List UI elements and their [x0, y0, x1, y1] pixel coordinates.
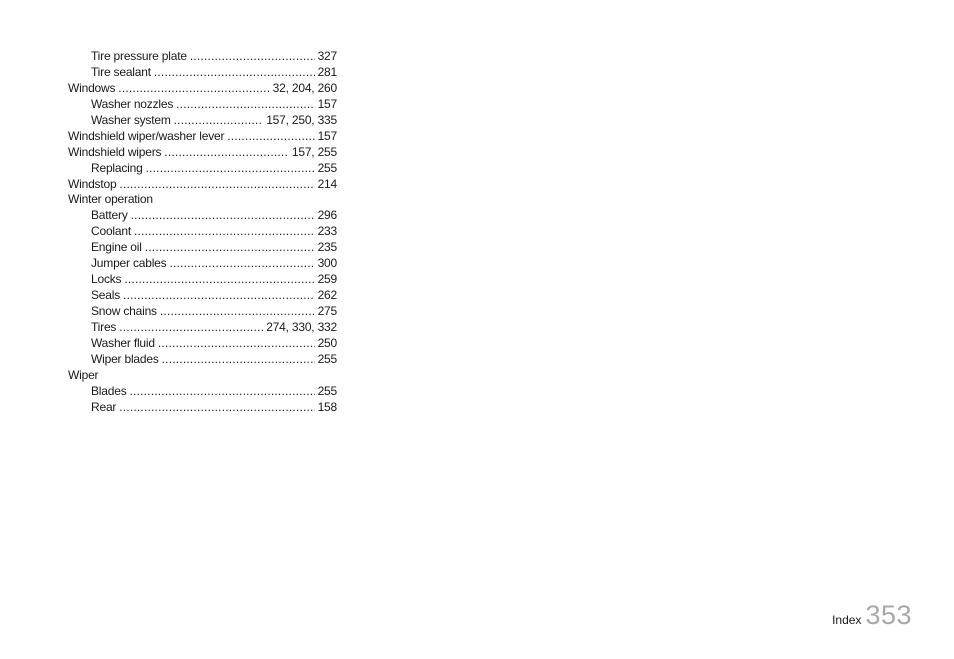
index-term: Rear	[91, 399, 117, 414]
index-term: Windshield wipers	[68, 144, 162, 159]
index-term: Winter operation	[68, 192, 153, 207]
index-term: Wiper blades	[91, 351, 159, 366]
page-references: 255	[317, 351, 337, 366]
index-term: Washer nozzles	[91, 96, 174, 111]
index-term: Windows	[68, 80, 116, 95]
page-references: 281	[317, 64, 337, 79]
page-references: 255	[317, 383, 337, 398]
page-references: 32, 204, 260	[272, 80, 337, 95]
dot-leader	[158, 336, 315, 352]
dot-leader	[227, 129, 314, 145]
page-references: 275	[317, 304, 337, 318]
index-term: Washer system	[91, 112, 171, 127]
page-references: 296	[317, 208, 337, 223]
section-label: Index	[832, 613, 862, 627]
page-references: 158	[317, 399, 337, 414]
index-entry	[68, 81, 337, 97]
page-references: 157	[317, 96, 337, 111]
index-subentry	[68, 384, 337, 400]
page-references: 300	[317, 256, 337, 271]
index-subentry	[68, 272, 337, 288]
page-references: 233	[317, 224, 337, 239]
page-footer	[832, 602, 912, 629]
index-subentry	[68, 304, 337, 320]
index-subentry	[68, 256, 337, 272]
index-term: Washer fluid	[91, 335, 155, 350]
page-references: 274, 330, 332	[266, 319, 337, 334]
dot-leader	[162, 352, 315, 368]
index-subentry	[68, 113, 337, 129]
index-term: Coolant	[91, 224, 131, 239]
dot-leader	[190, 49, 315, 65]
index-subentry	[68, 65, 337, 81]
index-term: Windshield wiper/washer lever	[68, 128, 225, 143]
page-references: 250	[317, 335, 337, 350]
dot-leader	[174, 113, 264, 129]
index-subentry	[68, 352, 337, 368]
index-term: Windstop	[68, 176, 117, 191]
index-subentry	[68, 208, 337, 224]
index-entry	[68, 368, 337, 384]
dot-leader	[130, 384, 315, 400]
index-subentry	[68, 336, 337, 352]
index-entry	[68, 177, 337, 193]
page-references: 262	[317, 288, 337, 303]
dot-leader	[124, 272, 314, 288]
index-subentry	[68, 224, 337, 240]
dot-leader	[119, 320, 263, 336]
dot-leader	[169, 256, 314, 272]
index-column	[68, 49, 337, 416]
page-references: 235	[317, 240, 337, 255]
index-term: Engine oil	[91, 240, 142, 255]
page-references: 157	[317, 128, 337, 143]
page-references: 255	[317, 160, 337, 175]
dot-leader	[145, 240, 315, 256]
dot-leader	[176, 97, 314, 113]
index-subentry	[68, 400, 337, 416]
index-term: Replacing	[91, 160, 143, 175]
index-term: Jumper cables	[91, 256, 167, 271]
index-term: Blades	[91, 383, 127, 398]
dot-leader	[123, 288, 315, 304]
index-subentry	[68, 320, 337, 336]
dot-leader	[134, 224, 315, 240]
index-entry	[68, 192, 337, 208]
dot-leader	[118, 81, 269, 97]
dot-leader	[164, 145, 289, 161]
index-term: Locks	[91, 272, 122, 287]
page-references: 259	[317, 272, 337, 287]
index-term: Seals	[91, 288, 121, 303]
page-references: 157, 255	[291, 144, 337, 159]
page-references: 214	[317, 176, 337, 191]
dot-leader	[119, 177, 314, 193]
index-entry	[68, 145, 337, 161]
page-number: 353	[865, 600, 912, 630]
page-references: 157, 250, 335	[266, 112, 337, 127]
index-subentry	[68, 161, 337, 177]
index-subentry	[68, 97, 337, 113]
index-term: Tires	[91, 319, 117, 334]
page-references: 327	[317, 49, 337, 63]
index-term: Battery	[91, 208, 128, 223]
dot-leader	[131, 208, 315, 224]
dot-leader	[160, 304, 315, 320]
index-entry	[68, 129, 337, 145]
dot-leader	[154, 65, 315, 81]
index-subentry	[68, 240, 337, 256]
index-term: Snow chains	[91, 304, 157, 318]
index-subentry	[68, 49, 337, 65]
index-subentry	[68, 288, 337, 304]
index-term: Tire pressure plate	[91, 49, 187, 63]
index-term: Wiper	[68, 367, 99, 382]
dot-leader	[146, 161, 315, 177]
dot-leader	[119, 400, 314, 416]
index-term: Tire sealant	[91, 64, 151, 79]
